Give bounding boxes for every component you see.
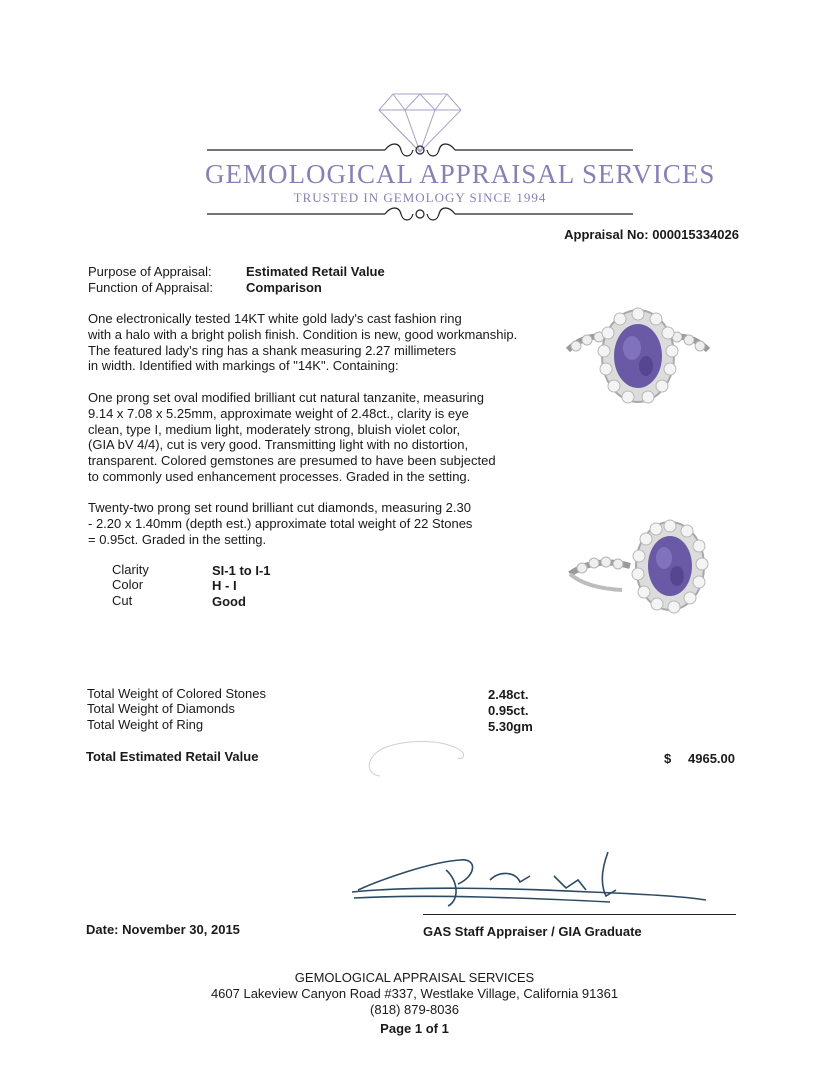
purpose-value: Estimated Retail Value [246,264,385,279]
appraisal-number: Appraisal No: 000015334026 [564,227,739,242]
ring-front-photo [566,302,710,412]
ring-side-photo [566,516,710,620]
diamond-description: Twenty-two prong set round brilliant cut diamonds, measuring 2.30 - 2.20 x 1.40mm (depth est.) approximate total weight of 22 Stones = 0.95ct. Graded in the setting. [88,500,473,547]
appraiser-title: GAS Staff Appraiser / GIA Graduate [423,924,642,939]
signature-line [423,914,736,915]
retail-currency: $ [664,751,672,766]
purpose-label: Purpose of Appraisal: [88,264,212,279]
ring-description: One electronically tested 14KT white gold lady's cast fashion ring with a halo with a bright polish finish. Condition is new, good workmanship. The featured lady's ring has a shank measuring 2.27 millimeters in width. Identified with markings of "14K". Containing: [88,311,518,374]
tanzanite-description: One prong set oval modified brilliant cut natural tanzanite, measuring 9.14 x 7.08 x 5.25mm, approximate weight of 2.48ct., clarity is eye clean, type I, medium light, moderately strong, bluish violet color, (GIA bV 4/4), cut is very good. Transmitting light with no distortion, transparent. Colored gemstones are presumed to have been subjected to commonly used enhancement processes. Graded in the setting. [88,390,496,484]
total-value-ring: 5.30gm [488,719,533,734]
function-label: Function of Appraisal: [88,280,214,295]
total-label-ring: Total Weight of Ring [87,717,204,732]
grade-label-clarity: Clarity [112,562,149,577]
appraisal-date: Date: November 30, 2015 [86,922,240,937]
logo [205,88,716,228]
footer-company: GEMOLOGICAL APPRAISAL SERVICES [294,970,535,985]
retail-value-label: Total Estimated Retail Value [86,749,259,764]
total-label-diamonds: Total Weight of Diamonds [87,701,235,716]
stamp-mark-icon [360,736,470,782]
total-value-diamonds: 0.95ct. [488,703,529,718]
function-value: Comparison [246,280,322,295]
grade-value-color: H - I [212,578,237,593]
total-label-colored-stones: Total Weight of Colored Stones [87,686,266,701]
grade-value-clarity: SI-1 to I-1 [212,563,271,578]
retail-amount: 4965.00 [688,751,735,766]
grade-label-color: Color [112,577,144,592]
grade-value-cut: Good [212,594,246,609]
total-value-colored-stones: 2.48ct. [488,687,529,702]
grade-label-cut: Cut [112,593,133,608]
ornament-top-icon [205,142,635,158]
footer-address: 4607 Lakeview Canyon Road #337, Westlake Village, California 91361 [210,986,619,1001]
page-number: Page 1 of 1 [380,1021,449,1036]
brand-name: GEMOLOGICAL APPRAISAL SERVICES [205,159,716,189]
ornament-bottom-icon [205,206,635,222]
brand-tagline: TRUSTED IN GEMOLOGY SINCE 1994 [293,190,547,205]
footer-phone: (818) 879-8036 [370,1002,459,1017]
signature-icon [350,846,710,912]
